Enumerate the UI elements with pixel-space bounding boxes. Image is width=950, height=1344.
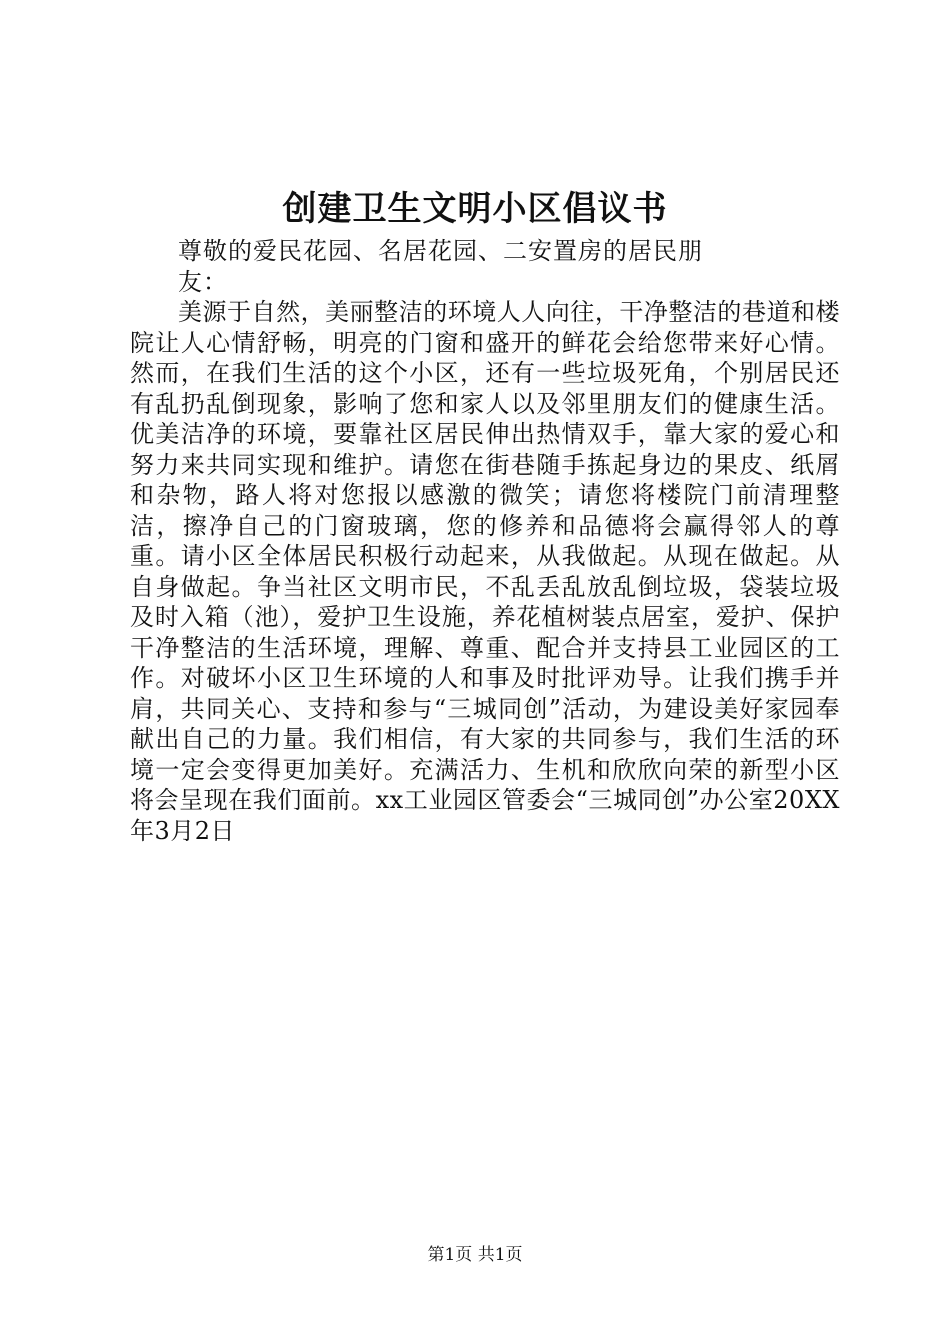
body-paragraph: 美源于自然，美丽整洁的环境人人向往，干净整洁的巷道和楼院让人心情舒畅，明亮的门窗和盛开的鲜花会给您带来好心情。然而，在我们生活的这个小区，还有一些垃圾死角，个别居民还有乱扔乱倒现象，影响了您和家人以及邻里朋友们的健康生活。优美洁净的环境，要靠社区居民伸出热情双手，靠大家的爱心和努力来共同实现和维护。请您在街巷随手拣起身边的果皮、纸屑和杂物，路人将对您报以感激的微笑；请您将楼院门前清理整洁，擦净自己的门窗玻璃，您的修养和品德将会赢得邻人的尊重。请小区全体居民积极行动起来，从我做起。从现在做起。从自身做起。争当社区文明市民，不乱丢乱放乱倒垃圾，袋装垃圾及时入箱（池），爱护卫生设施，养花植树装点居室，爱护、保护干净整洁的生活环境，理解、尊重、配合并支持县工业园区的工作。对破坏小区卫生环境的人和事及时批评劝导。让我们携手并肩，共同关心、支持和参与“三城同创”活动，为建设美好家园奉献出自己的力量。我们相信，有大家的共同参与，我们生活的环境一定会变得更加美好。充满活力、生机和欣欣向荣的新型小区将会呈现在我们面前。xx工业园区管委会“三城同创”办公室20XX年3月2日 bbox=[130, 298, 840, 845]
document-title: 创建卫生文明小区倡议书 bbox=[282, 189, 668, 229]
salutation: 尊敬的爱民花园、名居花园、二安置房的居民朋友： bbox=[178, 237, 703, 296]
page-footer: 第1页 共1页 bbox=[427, 1245, 523, 1265]
